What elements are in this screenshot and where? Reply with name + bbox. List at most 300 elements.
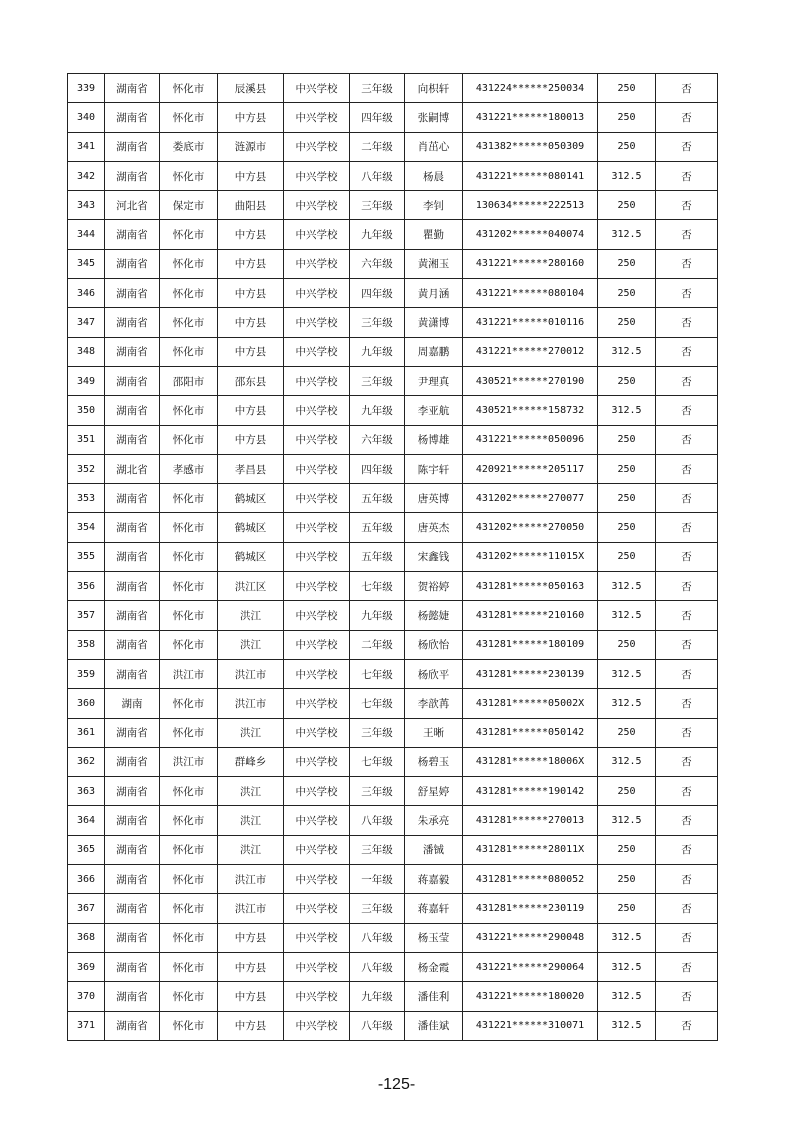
city-cell: 怀化市: [160, 952, 218, 981]
student-name-cell: 肖茁心: [405, 132, 463, 161]
grade-cell: 八年级: [350, 1011, 405, 1040]
student-name-cell: 唐英杰: [405, 513, 463, 542]
amount-cell: 250: [598, 425, 656, 454]
table-row: [68, 1011, 718, 1040]
student-name-cell: 唐英博: [405, 484, 463, 513]
table-row: [68, 279, 718, 308]
amount-cell: 312.5: [598, 161, 656, 190]
row-number-cell: 358: [68, 630, 105, 659]
county-cell: 洪江区: [218, 572, 284, 601]
school-cell: 中兴学校: [284, 923, 350, 952]
row-number-cell: 357: [68, 601, 105, 630]
school-cell: 中兴学校: [284, 132, 350, 161]
school-cell: 中兴学校: [284, 718, 350, 747]
table-row: [68, 952, 718, 981]
row-number-cell: 348: [68, 337, 105, 366]
province-cell: 湖南省: [105, 337, 160, 366]
city-cell: 怀化市: [160, 806, 218, 835]
row-number-cell: 363: [68, 777, 105, 806]
table-row: [68, 806, 718, 835]
id-number-cell: 431221******080104: [463, 279, 598, 308]
flag-cell: 否: [656, 74, 718, 103]
table-row: [68, 396, 718, 425]
city-cell: 保定市: [160, 191, 218, 220]
grade-cell: 四年级: [350, 454, 405, 483]
school-cell: 中兴学校: [284, 1011, 350, 1040]
id-number-cell: 431221******290064: [463, 952, 598, 981]
student-name-cell: 蒋嘉毅: [405, 865, 463, 894]
school-cell: 中兴学校: [284, 74, 350, 103]
table-row: [68, 74, 718, 103]
grade-cell: 九年级: [350, 601, 405, 630]
table-row: [68, 630, 718, 659]
amount-cell: 312.5: [598, 220, 656, 249]
amount-cell: 250: [598, 865, 656, 894]
flag-cell: 否: [656, 777, 718, 806]
flag-cell: 否: [656, 308, 718, 337]
id-number-cell: 431221******270012: [463, 337, 598, 366]
province-cell: 湖南省: [105, 659, 160, 688]
county-cell: 鹤城区: [218, 484, 284, 513]
table-row: [68, 894, 718, 923]
student-name-cell: 黄湘玉: [405, 249, 463, 278]
table-row: [68, 747, 718, 776]
student-name-cell: 潘铖: [405, 835, 463, 864]
province-cell: 湖南省: [105, 74, 160, 103]
province-cell: 湖南省: [105, 279, 160, 308]
amount-cell: 312.5: [598, 337, 656, 366]
amount-cell: 250: [598, 74, 656, 103]
flag-cell: 否: [656, 425, 718, 454]
grade-cell: 七年级: [350, 689, 405, 718]
amount-cell: 250: [598, 308, 656, 337]
city-cell: 怀化市: [160, 249, 218, 278]
row-number-cell: 360: [68, 689, 105, 718]
grade-cell: 八年级: [350, 806, 405, 835]
row-number-cell: 366: [68, 865, 105, 894]
id-number-cell: 431202******270077: [463, 484, 598, 513]
student-subsidy-table: [67, 73, 718, 1041]
county-cell: 群峰乡: [218, 747, 284, 776]
city-cell: 娄底市: [160, 132, 218, 161]
city-cell: 怀化市: [160, 689, 218, 718]
id-number-cell: 431202******040074: [463, 220, 598, 249]
flag-cell: 否: [656, 484, 718, 513]
table-row: [68, 132, 718, 161]
school-cell: 中兴学校: [284, 952, 350, 981]
city-cell: 怀化市: [160, 396, 218, 425]
school-cell: 中兴学校: [284, 630, 350, 659]
row-number-cell: 356: [68, 572, 105, 601]
id-number-cell: 431281******05002X: [463, 689, 598, 718]
amount-cell: 250: [598, 132, 656, 161]
county-cell: 洪江市: [218, 894, 284, 923]
flag-cell: 否: [656, 249, 718, 278]
student-name-cell: 张嗣博: [405, 103, 463, 132]
grade-cell: 三年级: [350, 191, 405, 220]
province-cell: 湖南省: [105, 396, 160, 425]
amount-cell: 312.5: [598, 1011, 656, 1040]
row-number-cell: 340: [68, 103, 105, 132]
city-cell: 怀化市: [160, 161, 218, 190]
row-number-cell: 369: [68, 952, 105, 981]
grade-cell: 七年级: [350, 659, 405, 688]
id-number-cell: 130634******222513: [463, 191, 598, 220]
student-name-cell: 尹理真: [405, 366, 463, 395]
student-name-cell: 蒋嘉轩: [405, 894, 463, 923]
grade-cell: 五年级: [350, 484, 405, 513]
id-number-cell: 431221******050096: [463, 425, 598, 454]
row-number-cell: 346: [68, 279, 105, 308]
row-number-cell: 354: [68, 513, 105, 542]
student-name-cell: 杨金霞: [405, 952, 463, 981]
flag-cell: 否: [656, 220, 718, 249]
table-row: [68, 777, 718, 806]
id-number-cell: 431221******290048: [463, 923, 598, 952]
amount-cell: 312.5: [598, 923, 656, 952]
county-cell: 洪江市: [218, 689, 284, 718]
city-cell: 怀化市: [160, 572, 218, 601]
grade-cell: 八年级: [350, 923, 405, 952]
student-name-cell: 陈宇轩: [405, 454, 463, 483]
id-number-cell: 431281******230139: [463, 659, 598, 688]
id-number-cell: 431281******080052: [463, 865, 598, 894]
grade-cell: 七年级: [350, 747, 405, 776]
table-body: [68, 74, 718, 1041]
id-number-cell: 431221******010116: [463, 308, 598, 337]
row-number-cell: 359: [68, 659, 105, 688]
province-cell: 湖南省: [105, 1011, 160, 1040]
grade-cell: 五年级: [350, 513, 405, 542]
id-number-cell: 430521******158732: [463, 396, 598, 425]
city-cell: 怀化市: [160, 513, 218, 542]
grade-cell: 五年级: [350, 542, 405, 571]
county-cell: 中方县: [218, 396, 284, 425]
province-cell: 湖南省: [105, 161, 160, 190]
county-cell: 鹤城区: [218, 513, 284, 542]
table-row: [68, 425, 718, 454]
flag-cell: 否: [656, 923, 718, 952]
student-name-cell: 王晰: [405, 718, 463, 747]
student-name-cell: 杨懿婕: [405, 601, 463, 630]
county-cell: 孝昌县: [218, 454, 284, 483]
flag-cell: 否: [656, 103, 718, 132]
row-number-cell: 342: [68, 161, 105, 190]
county-cell: 洪江市: [218, 659, 284, 688]
province-cell: 湖南: [105, 689, 160, 718]
city-cell: 邵阳市: [160, 366, 218, 395]
school-cell: 中兴学校: [284, 425, 350, 454]
school-cell: 中兴学校: [284, 366, 350, 395]
province-cell: 湖南省: [105, 366, 160, 395]
city-cell: 怀化市: [160, 103, 218, 132]
row-number-cell: 341: [68, 132, 105, 161]
row-number-cell: 353: [68, 484, 105, 513]
id-number-cell: 430521******270190: [463, 366, 598, 395]
id-number-cell: 431221******280160: [463, 249, 598, 278]
student-name-cell: 杨玉莹: [405, 923, 463, 952]
county-cell: 中方县: [218, 337, 284, 366]
amount-cell: 250: [598, 454, 656, 483]
amount-cell: 250: [598, 894, 656, 923]
amount-cell: 312.5: [598, 747, 656, 776]
amount-cell: 250: [598, 835, 656, 864]
student-name-cell: 杨碧玉: [405, 747, 463, 776]
school-cell: 中兴学校: [284, 454, 350, 483]
amount-cell: 250: [598, 103, 656, 132]
school-cell: 中兴学校: [284, 835, 350, 864]
table-row: [68, 220, 718, 249]
grade-cell: 九年级: [350, 220, 405, 249]
city-cell: 怀化市: [160, 835, 218, 864]
row-number-cell: 352: [68, 454, 105, 483]
amount-cell: 250: [598, 249, 656, 278]
province-cell: 湖南省: [105, 249, 160, 278]
province-cell: 湖南省: [105, 542, 160, 571]
id-number-cell: 431281******190142: [463, 777, 598, 806]
county-cell: 洪江: [218, 718, 284, 747]
grade-cell: 三年级: [350, 894, 405, 923]
flag-cell: 否: [656, 161, 718, 190]
school-cell: 中兴学校: [284, 396, 350, 425]
province-cell: 湖南省: [105, 894, 160, 923]
id-number-cell: 431221******310071: [463, 1011, 598, 1040]
student-name-cell: 舒星婷: [405, 777, 463, 806]
flag-cell: 否: [656, 601, 718, 630]
city-cell: 怀化市: [160, 982, 218, 1011]
student-name-cell: 潘佳斌: [405, 1011, 463, 1040]
row-number-cell: 368: [68, 923, 105, 952]
amount-cell: 250: [598, 718, 656, 747]
county-cell: 洪江: [218, 806, 284, 835]
city-cell: 怀化市: [160, 894, 218, 923]
grade-cell: 八年级: [350, 952, 405, 981]
table-row: [68, 572, 718, 601]
table-row: [68, 454, 718, 483]
school-cell: 中兴学校: [284, 191, 350, 220]
table-row: [68, 337, 718, 366]
grade-cell: 三年级: [350, 366, 405, 395]
id-number-cell: 431202******11015X: [463, 542, 598, 571]
student-name-cell: 李钊: [405, 191, 463, 220]
flag-cell: 否: [656, 191, 718, 220]
county-cell: 中方县: [218, 982, 284, 1011]
province-cell: 湖南省: [105, 103, 160, 132]
county-cell: 曲阳县: [218, 191, 284, 220]
student-name-cell: 朱承亮: [405, 806, 463, 835]
city-cell: 洪江市: [160, 659, 218, 688]
amount-cell: 250: [598, 191, 656, 220]
table-row: [68, 308, 718, 337]
flag-cell: 否: [656, 572, 718, 601]
province-cell: 湖南省: [105, 982, 160, 1011]
county-cell: 洪江: [218, 601, 284, 630]
province-cell: 湖南省: [105, 806, 160, 835]
province-cell: 湖南省: [105, 132, 160, 161]
flag-cell: 否: [656, 454, 718, 483]
school-cell: 中兴学校: [284, 601, 350, 630]
school-cell: 中兴学校: [284, 572, 350, 601]
student-name-cell: 贺裕婷: [405, 572, 463, 601]
id-number-cell: 431281******050163: [463, 572, 598, 601]
table-row: [68, 103, 718, 132]
table-row: [68, 982, 718, 1011]
amount-cell: 250: [598, 366, 656, 395]
school-cell: 中兴学校: [284, 513, 350, 542]
flag-cell: 否: [656, 659, 718, 688]
row-number-cell: 347: [68, 308, 105, 337]
student-name-cell: 杨欣怡: [405, 630, 463, 659]
city-cell: 怀化市: [160, 777, 218, 806]
grade-cell: 三年级: [350, 308, 405, 337]
province-cell: 湖南省: [105, 630, 160, 659]
row-number-cell: 365: [68, 835, 105, 864]
county-cell: 洪江: [218, 777, 284, 806]
flag-cell: 否: [656, 513, 718, 542]
grade-cell: 四年级: [350, 279, 405, 308]
grade-cell: 八年级: [350, 161, 405, 190]
id-number-cell: 431224******250034: [463, 74, 598, 103]
table-row: [68, 542, 718, 571]
province-cell: 河北省: [105, 191, 160, 220]
table-row: [68, 923, 718, 952]
grade-cell: 二年级: [350, 132, 405, 161]
student-name-cell: 李亚航: [405, 396, 463, 425]
county-cell: 洪江: [218, 630, 284, 659]
table-row: [68, 689, 718, 718]
city-cell: 怀化市: [160, 865, 218, 894]
student-name-cell: 黄月涵: [405, 279, 463, 308]
row-number-cell: 371: [68, 1011, 105, 1040]
school-cell: 中兴学校: [284, 249, 350, 278]
school-cell: 中兴学校: [284, 982, 350, 1011]
province-cell: 湖南省: [105, 601, 160, 630]
province-cell: 湖南省: [105, 220, 160, 249]
amount-cell: 250: [598, 542, 656, 571]
grade-cell: 七年级: [350, 572, 405, 601]
flag-cell: 否: [656, 747, 718, 776]
province-cell: 湖南省: [105, 835, 160, 864]
province-cell: 湖南省: [105, 425, 160, 454]
county-cell: 中方县: [218, 249, 284, 278]
student-name-cell: 杨博雄: [405, 425, 463, 454]
county-cell: 涟源市: [218, 132, 284, 161]
row-number-cell: 367: [68, 894, 105, 923]
province-cell: 湖南省: [105, 923, 160, 952]
grade-cell: 三年级: [350, 74, 405, 103]
grade-cell: 三年级: [350, 835, 405, 864]
row-number-cell: 339: [68, 74, 105, 103]
school-cell: 中兴学校: [284, 337, 350, 366]
amount-cell: 312.5: [598, 601, 656, 630]
province-cell: 湖南省: [105, 572, 160, 601]
grade-cell: 四年级: [350, 103, 405, 132]
amount-cell: 312.5: [598, 952, 656, 981]
student-name-cell: 瞿勤: [405, 220, 463, 249]
table-row: [68, 659, 718, 688]
province-cell: 湖南省: [105, 308, 160, 337]
grade-cell: 九年级: [350, 396, 405, 425]
flag-cell: 否: [656, 132, 718, 161]
row-number-cell: 362: [68, 747, 105, 776]
grade-cell: 一年级: [350, 865, 405, 894]
flag-cell: 否: [656, 630, 718, 659]
id-number-cell: 431202******270050: [463, 513, 598, 542]
province-cell: 湖南省: [105, 777, 160, 806]
county-cell: 邵东县: [218, 366, 284, 395]
city-cell: 怀化市: [160, 220, 218, 249]
amount-cell: 250: [598, 630, 656, 659]
id-number-cell: 431281******050142: [463, 718, 598, 747]
school-cell: 中兴学校: [284, 220, 350, 249]
flag-cell: 否: [656, 806, 718, 835]
student-name-cell: 杨欣平: [405, 659, 463, 688]
id-number-cell: 431221******180020: [463, 982, 598, 1011]
id-number-cell: 420921******205117: [463, 454, 598, 483]
school-cell: 中兴学校: [284, 865, 350, 894]
id-number-cell: 431382******050309: [463, 132, 598, 161]
amount-cell: 312.5: [598, 572, 656, 601]
student-name-cell: 向枳轩: [405, 74, 463, 103]
flag-cell: 否: [656, 982, 718, 1011]
county-cell: 中方县: [218, 220, 284, 249]
id-number-cell: 431281******28011X: [463, 835, 598, 864]
city-cell: 孝感市: [160, 454, 218, 483]
row-number-cell: 351: [68, 425, 105, 454]
school-cell: 中兴学校: [284, 806, 350, 835]
row-number-cell: 343: [68, 191, 105, 220]
student-name-cell: 杨晨: [405, 161, 463, 190]
province-cell: 湖南省: [105, 513, 160, 542]
county-cell: 中方县: [218, 279, 284, 308]
grade-cell: 三年级: [350, 718, 405, 747]
city-cell: 怀化市: [160, 425, 218, 454]
grade-cell: 六年级: [350, 249, 405, 278]
grade-cell: 二年级: [350, 630, 405, 659]
school-cell: 中兴学校: [284, 542, 350, 571]
row-number-cell: 344: [68, 220, 105, 249]
city-cell: 洪江市: [160, 747, 218, 776]
school-cell: 中兴学校: [284, 484, 350, 513]
table-row: [68, 513, 718, 542]
school-cell: 中兴学校: [284, 747, 350, 776]
city-cell: 怀化市: [160, 308, 218, 337]
id-number-cell: 431221******080141: [463, 161, 598, 190]
city-cell: 怀化市: [160, 337, 218, 366]
province-cell: 湖南省: [105, 484, 160, 513]
flag-cell: 否: [656, 865, 718, 894]
table-row: [68, 366, 718, 395]
amount-cell: 312.5: [598, 689, 656, 718]
school-cell: 中兴学校: [284, 279, 350, 308]
flag-cell: 否: [656, 542, 718, 571]
school-cell: 中兴学校: [284, 103, 350, 132]
row-number-cell: 370: [68, 982, 105, 1011]
table-row: [68, 249, 718, 278]
city-cell: 怀化市: [160, 542, 218, 571]
table-row: [68, 835, 718, 864]
county-cell: 中方县: [218, 923, 284, 952]
row-number-cell: 355: [68, 542, 105, 571]
amount-cell: 250: [598, 777, 656, 806]
grade-cell: 九年级: [350, 982, 405, 1011]
city-cell: 怀化市: [160, 74, 218, 103]
flag-cell: 否: [656, 718, 718, 747]
city-cell: 怀化市: [160, 1011, 218, 1040]
amount-cell: 312.5: [598, 806, 656, 835]
flag-cell: 否: [656, 835, 718, 864]
county-cell: 中方县: [218, 103, 284, 132]
